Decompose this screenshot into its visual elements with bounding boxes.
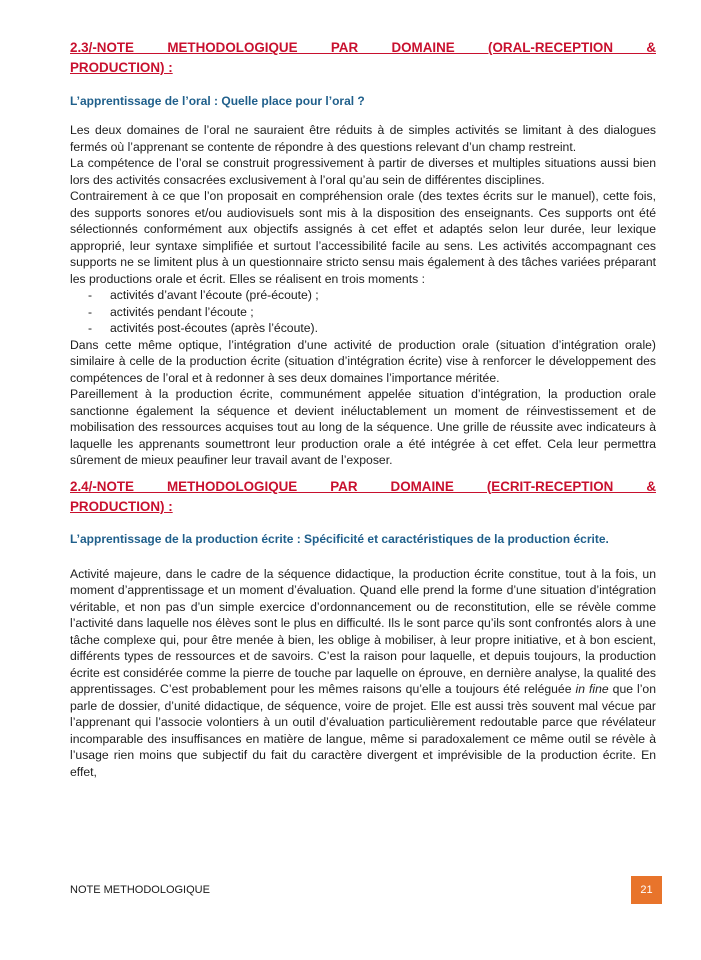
list-dash: - [88, 288, 93, 302]
section-heading-ecrit-line1: 2.4/-NOTE METHODOLOGIQUE PAR DOMAINE (ECRIT-RECEPTION & [70, 478, 656, 494]
paragraph: Dans cette même optique, l’intégration d’une activité de production orale (situation d’intégration orale) similaire à celle de la production écrite (situation d’intégration écrite) vise à renforcer le développement des compétences de l’oral et à redonner à ses deux domaines l’importance méritée. [70, 337, 656, 385]
section-heading-ecrit [70, 477, 656, 517]
list-item [70, 287, 656, 304]
paragraph: Contrairement à ce que l’on proposait en compréhension orale (des textes écrits sur le manuel), cette fois, des supports sonores et/ou audiovisuels sont mis à la disposition des enseignants. Ces supports ont été sélectionnés conformément aux objectifs assignés à cet effet et adaptés selon leur durée, leur lexique approprié, leur syntaxe simplifiée et surtout l’accessibilité facile au sens. Les activités accompagnant ces supports ne se limitent plus à un questionnaire stricto sensu mais également à des tâches variées préparant les productions orale et écrit. Elles se réalisent en trois moments : [70, 189, 656, 286]
writing-paragraph [70, 566, 656, 781]
writing-paragraph-part2: que l’on parle de dossier, d’unité didactique, de séquence, voire de projet. Elle est aussi très souvent mal vécue par l’apprenant qui l’associe volontiers à un outil d’évaluation particulièrement redoutable parce que révélateur incomparable des insuffisances en matière de langue, même si paradoxalement ce même outil se révèle à l’usage rien moins que subjectif du fait du caractère divergent et imprévisible de la production écrite. En effet, [70, 682, 656, 779]
page-content [70, 38, 656, 780]
section-heading-ecrit-colon: : [164, 498, 173, 514]
list-item [70, 320, 656, 337]
list-item-text: activités post-écoutes (après l’écoute). [110, 321, 318, 335]
list-item-text: activités d’avant l’écoute (pré-écoute) ; [110, 288, 319, 302]
list-item-text: activités pendant l’écoute ; [110, 304, 254, 319]
paragraph: Les deux domaines de l’oral ne sauraient être réduits à de simples activités se limitant à des dialogues fermés où l’apprenant se contente de répondre à des questions relevant d’un champ restreint. [70, 123, 656, 154]
section-heading-oral-line2: PRODUCTION) [70, 60, 165, 75]
paragraph: La compétence de l’oral se construit progressivement à partir de diverses et multiples situations aussi bien lors des activités consacrées exclusivement à l’oral qu’au sein de différentes disciplines. [70, 156, 656, 187]
section-heading-oral [70, 38, 656, 78]
list-dash: - [88, 321, 93, 335]
listening-moments-list [70, 287, 656, 337]
section-heading-ecrit-line2-wrap [70, 497, 656, 517]
footer-label: NOTE METHODOLOGIQUE [70, 884, 210, 896]
list-item [70, 304, 656, 321]
section-heading-oral-colon: : [164, 60, 173, 75]
section-heading-oral-line2-wrap [70, 58, 656, 78]
writing-paragraph-part1: Activité majeure, dans le cadre de la séquence didactique, la production écrite constitue, tout à la fois, un moment d’apprentissage et un moment d’évaluation. Quand elle prend la forme d’une situation d’intégration véritable, et non pas d’un simple exercice d’ordonnancement ou de reconstitution, elle se révèle comme l’activité dans laquelle nos élèves sont le plus en difficulté. Ils le sont parce qu’ils sont confrontés alors à une tâche complexe qui, pour être menée à bien, les oblige à mobiliser, à leur propre initiative, et à bon escient, différents types de ressources et de savoirs. C’est la raison pour laquelle, et depuis toujours, la production écrite est considérée comme la pierre de touche par laquelle on éprouve, en dernière analyse, la qualité des apprentissages. C’est probablement pour les mêmes raisons qu’elle a toujours été reléguée [70, 566, 656, 696]
page-number-badge: 21 [631, 876, 662, 904]
paragraph: Pareillement à la production écrite, communément appelée situation d’intégration, la production orale sanctionne également la séquence et devient inéluctablement un moment de réinvestissement et de mobilisation des ressources acquises tout au long de la séquence. Une grille de réussite avec indicateurs à laquelle les apprenants soumettront leur production orale a été intégrée à cet effet. Cela leur permettra sûrement de mieux peaufiner leur travail avant de l’exposer. [70, 387, 656, 467]
section-subtitle-oral: L’apprentissage de l’oral : Quelle place pour l’oral ? [70, 94, 365, 108]
list-dash: - [88, 304, 93, 319]
section-heading-oral-line1: 2.3/-NOTE METHODOLOGIQUE PAR DOMAINE (ORAL-RECEPTION & [70, 40, 656, 55]
writing-paragraph-emphasis: in fine [575, 682, 609, 696]
section-heading-ecrit-line2: PRODUCTION) [70, 498, 165, 514]
section-subtitle-ecrit: L’apprentissage de la production écrite : Spécificité et caractéristiques de la production écrite. [70, 531, 609, 546]
oral-body [70, 122, 656, 469]
